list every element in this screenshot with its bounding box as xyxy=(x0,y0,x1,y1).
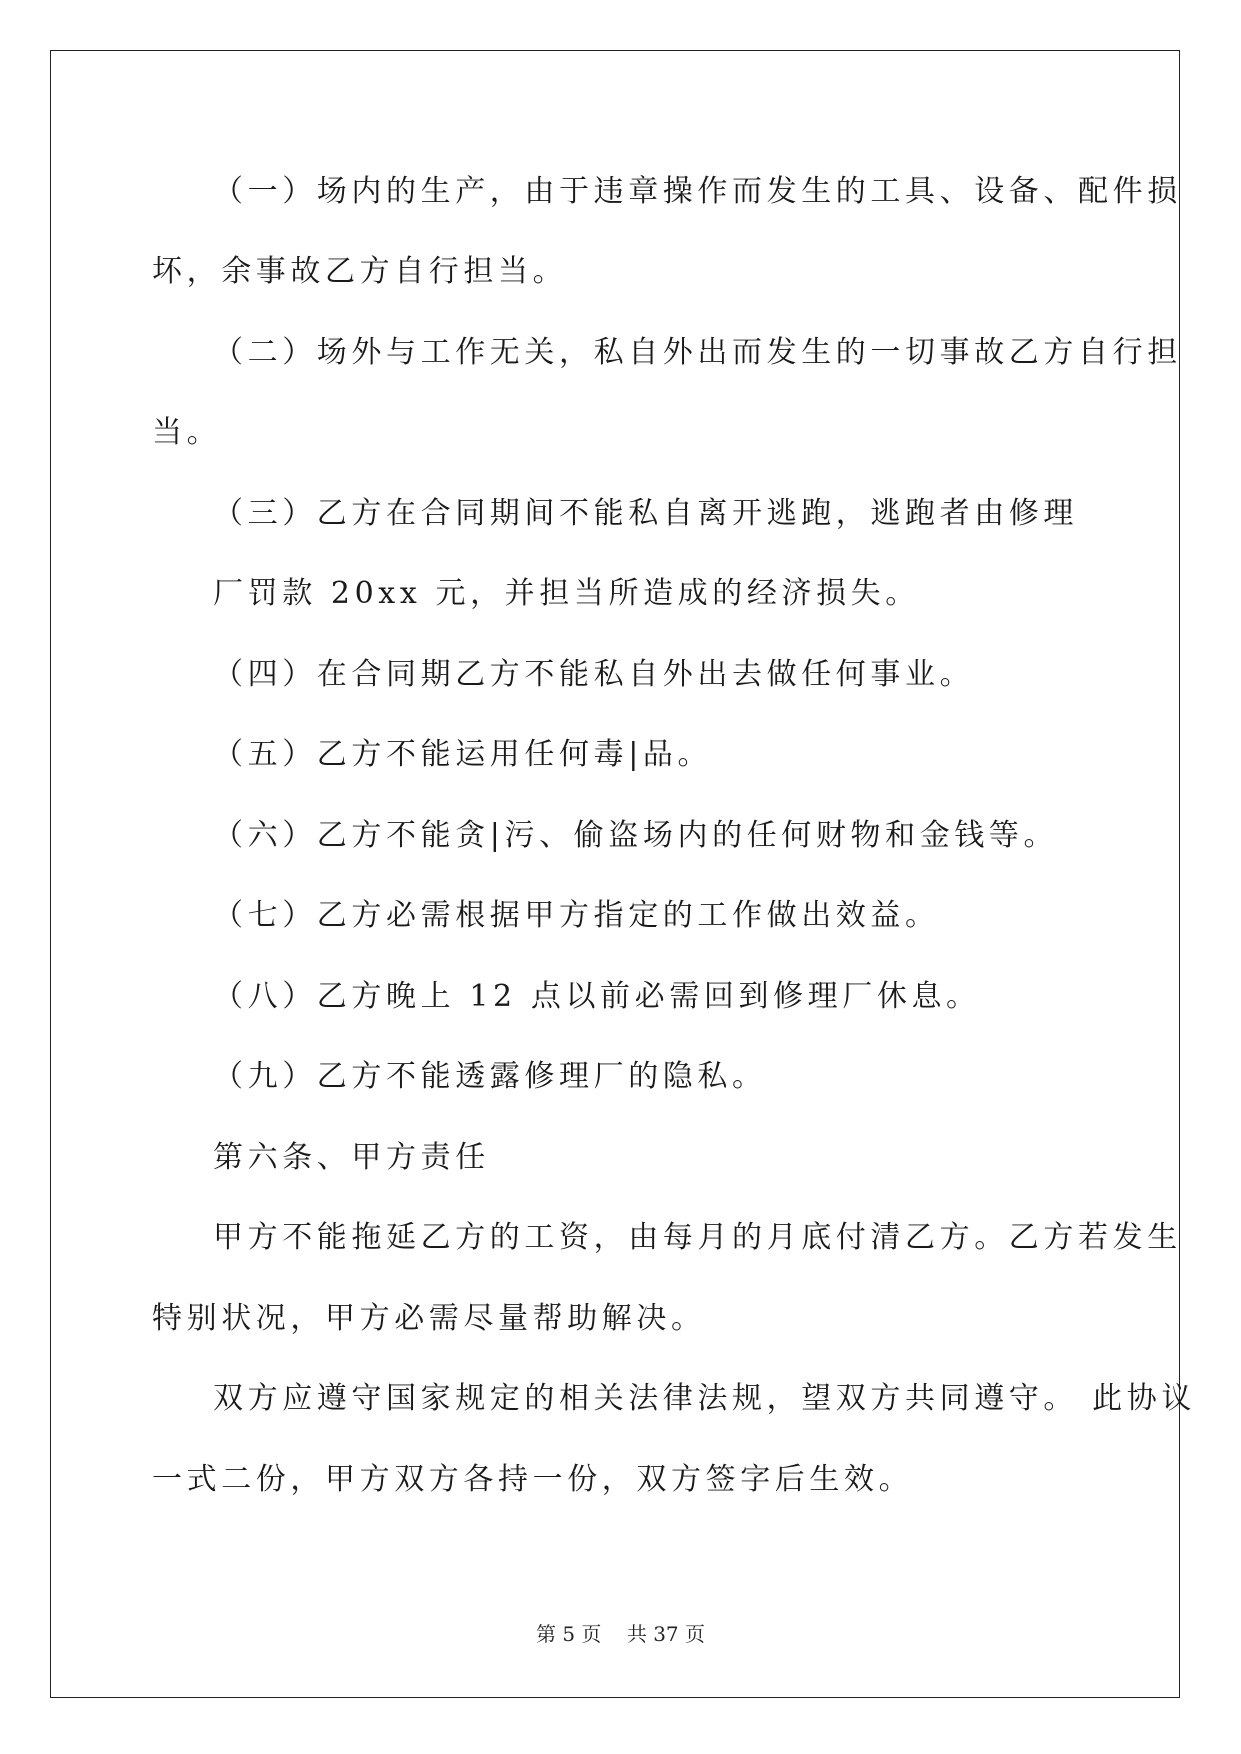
paragraph-line-3: （二）场外与工作无关，私自外出而发生的一切事故乙方自行担 xyxy=(213,335,1182,370)
page-number-footer: 第 5 页 共 37 页 xyxy=(535,1622,706,1646)
paragraph-line-7: （四）在合同期乙方不能私自外出去做任何事业。 xyxy=(213,657,975,692)
paragraph-line-9: （六）乙方不能贪|污、偷盗场内的任何财物和金钱等。 xyxy=(213,818,1059,853)
paragraph-line-12: （九）乙方不能透露修理厂的隐私。 xyxy=(213,1059,767,1094)
paragraph-line-5: （三）乙方在合同期间不能私自离开逃跑，逃跑者由修理 xyxy=(213,496,1078,531)
paragraph-line-10: （七）乙方必需根据甲方指定的工作做出效益。 xyxy=(213,898,940,933)
paragraph-line-8: （五）乙方不能运用任何毒|品。 xyxy=(213,737,713,772)
paragraph-line-6: 厂罚款 20xx 元，并担当所造成的经济损失。 xyxy=(213,576,920,611)
paragraph-line-4: 当。 xyxy=(152,415,222,450)
paragraph-line-17: 一式二份，甲方双方各持一份，双方签字后生效。 xyxy=(152,1462,914,1497)
section-heading: 第六条、甲方责任 xyxy=(213,1140,490,1175)
page-border xyxy=(50,50,1180,1698)
paragraph-line-1: （一）场内的生产，由于违章操作而发生的工具、设备、配件损 xyxy=(213,174,1182,209)
paragraph-line-2: 坏，余事故乙方自行担当。 xyxy=(152,254,568,289)
paragraph-line-15: 特别状况，甲方必需尽量帮助解决。 xyxy=(152,1301,706,1336)
paragraph-line-11: （八）乙方晚上 12 点以前必需回到修理厂休息。 xyxy=(213,979,981,1014)
paragraph-line-16: 双方应遵守国家规定的相关法律法规，望双方共同遵守。 此协议 xyxy=(213,1381,1196,1416)
paragraph-line-14: 甲方不能拖延乙方的工资，由每月的月底付清乙方。乙方若发生 xyxy=(213,1220,1182,1255)
